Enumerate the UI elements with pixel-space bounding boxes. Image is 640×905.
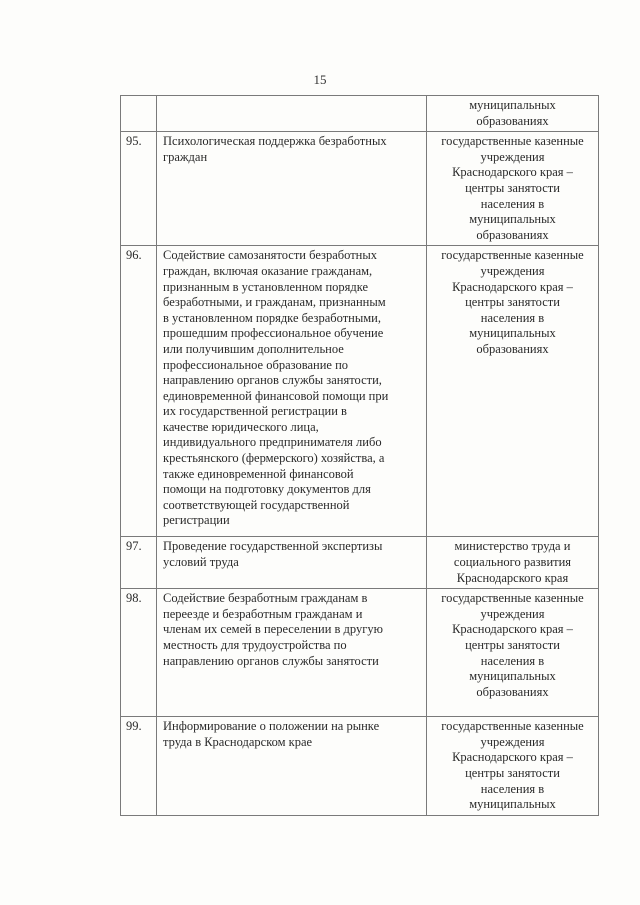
- service-description-line: Психологическая поддержка безработных: [163, 134, 387, 149]
- service-description-line: соответствующей государственной: [163, 497, 350, 512]
- responsible-organization: [427, 132, 599, 246]
- responsible-organization: [427, 717, 599, 816]
- table-row: [121, 589, 599, 717]
- service-description: [157, 96, 427, 132]
- responsible-organization-line: учреждения: [480, 606, 545, 621]
- service-description: [157, 537, 427, 589]
- service-description: [157, 246, 427, 537]
- table-row: [121, 246, 599, 537]
- responsible-organization-line: государственные казенные: [441, 248, 584, 263]
- table-row: [121, 132, 599, 246]
- service-description-line: Содействие самозанятости безработных: [163, 248, 377, 263]
- service-description-line: регистрации: [163, 513, 230, 528]
- responsible-organization-line: государственные казенные: [441, 719, 584, 734]
- service-description-line: направлению органов службы занятости: [163, 653, 379, 668]
- responsible-organization-line: образованиях: [476, 684, 549, 699]
- row-number: 97.: [121, 537, 157, 589]
- service-description-line: безработными, и гражданам, признанным: [163, 295, 386, 310]
- service-description-line: признанным в установленном порядке: [163, 279, 369, 294]
- responsible-organization-line: центры занятости: [465, 180, 560, 195]
- service-description-line: Информирование о положении на рынке: [163, 719, 380, 734]
- responsible-organization-line: муниципальных: [469, 212, 556, 227]
- table-row: [121, 717, 599, 816]
- responsible-organization: [427, 96, 599, 132]
- responsible-organization-line: государственные казенные: [441, 591, 584, 606]
- service-description-line: членам их семей в переселении в другую: [163, 622, 383, 637]
- responsible-organization-line: социального развития: [453, 554, 572, 569]
- responsible-organization-line: Краснодарского края –: [452, 279, 573, 294]
- responsible-organization-line: населения в: [480, 781, 545, 796]
- service-description-line: граждан: [163, 149, 208, 164]
- service-description: [157, 717, 427, 816]
- responsible-organization: [427, 589, 599, 717]
- responsible-organization-line: учреждения: [480, 734, 545, 749]
- responsible-organization: [427, 537, 599, 589]
- row-number: 98.: [121, 589, 157, 717]
- row-number: [121, 96, 157, 132]
- service-description-line: единовременной финансовой помощи при: [163, 388, 389, 403]
- service-description-line: местность для трудоустройства по: [163, 637, 347, 652]
- service-description-line: помощи на подготовку документов для: [163, 482, 371, 497]
- service-description-line: направлению органов службы занятости,: [163, 373, 382, 388]
- responsible-organization-line: Краснодарского края –: [452, 622, 573, 637]
- responsible-organization-line: центры занятости: [465, 637, 560, 652]
- service-description-line: их государственной регистрации в: [163, 404, 347, 419]
- service-description-line: условий труда: [163, 554, 239, 569]
- responsible-organization-line: образованиях: [476, 341, 549, 356]
- service-description-line: качестве юридического лица,: [163, 419, 319, 434]
- service-description-line: индивидуального предпринимателя либо: [163, 435, 382, 450]
- responsible-organization-line: населения в: [480, 310, 545, 325]
- responsible-organization-line: центры занятости: [465, 295, 560, 310]
- service-description: [157, 132, 427, 246]
- responsible-organization-line: населения в: [480, 653, 545, 668]
- responsible-organization-line: учреждения: [480, 263, 545, 278]
- responsible-organization-line: министерство труда и: [454, 539, 571, 554]
- responsible-organization-line: Краснодарского края: [456, 570, 569, 585]
- service-description-line: граждан, включая оказание гражданам,: [163, 263, 373, 278]
- table-row: [121, 96, 599, 132]
- service-description-line: труда в Краснодарском крае: [163, 734, 313, 749]
- services-table: [120, 95, 599, 816]
- service-description-line: или получившим дополнительное: [163, 341, 344, 356]
- page-number: 15: [313, 72, 327, 87]
- responsible-organization-line: муниципальных: [469, 326, 556, 341]
- service-description-line: профессиональное образование по: [163, 357, 349, 372]
- service-description-line: крестьянского (фермерского) хозяйства, а: [163, 451, 385, 466]
- responsible-organization-line: муниципальных: [469, 669, 556, 684]
- row-number: 99.: [121, 717, 157, 816]
- responsible-organization-line: образованиях: [476, 227, 549, 242]
- service-description-line: прошедшим профессиональное обучение: [163, 326, 384, 341]
- table-row: [121, 537, 599, 589]
- responsible-organization-line: Краснодарского края –: [452, 165, 573, 180]
- service-description-line: Проведение государственной экспертизы: [163, 539, 383, 554]
- responsible-organization-line: населения в: [480, 196, 545, 211]
- responsible-organization-line: образованиях: [476, 113, 549, 128]
- responsible-organization-line: центры занятости: [465, 765, 560, 780]
- service-description-line: в установленном порядке безработными,: [163, 310, 381, 325]
- responsible-organization-line: Краснодарского края –: [452, 750, 573, 765]
- service-description-line: Содействие безработным гражданам в: [163, 591, 368, 606]
- responsible-organization: [427, 246, 599, 537]
- responsible-organization-line: государственные казенные: [441, 134, 584, 149]
- service-description: [157, 589, 427, 717]
- responsible-organization-line: муниципальных: [469, 797, 556, 812]
- table-body: [121, 96, 599, 816]
- row-number: 96.: [121, 246, 157, 537]
- service-description-line: также единовременной финансовой: [163, 466, 354, 481]
- responsible-organization-line: учреждения: [480, 149, 545, 164]
- row-number: 95.: [121, 132, 157, 246]
- responsible-organization-line: муниципальных: [469, 98, 556, 112]
- service-description-line: переезде и безработным гражданам и: [163, 606, 363, 621]
